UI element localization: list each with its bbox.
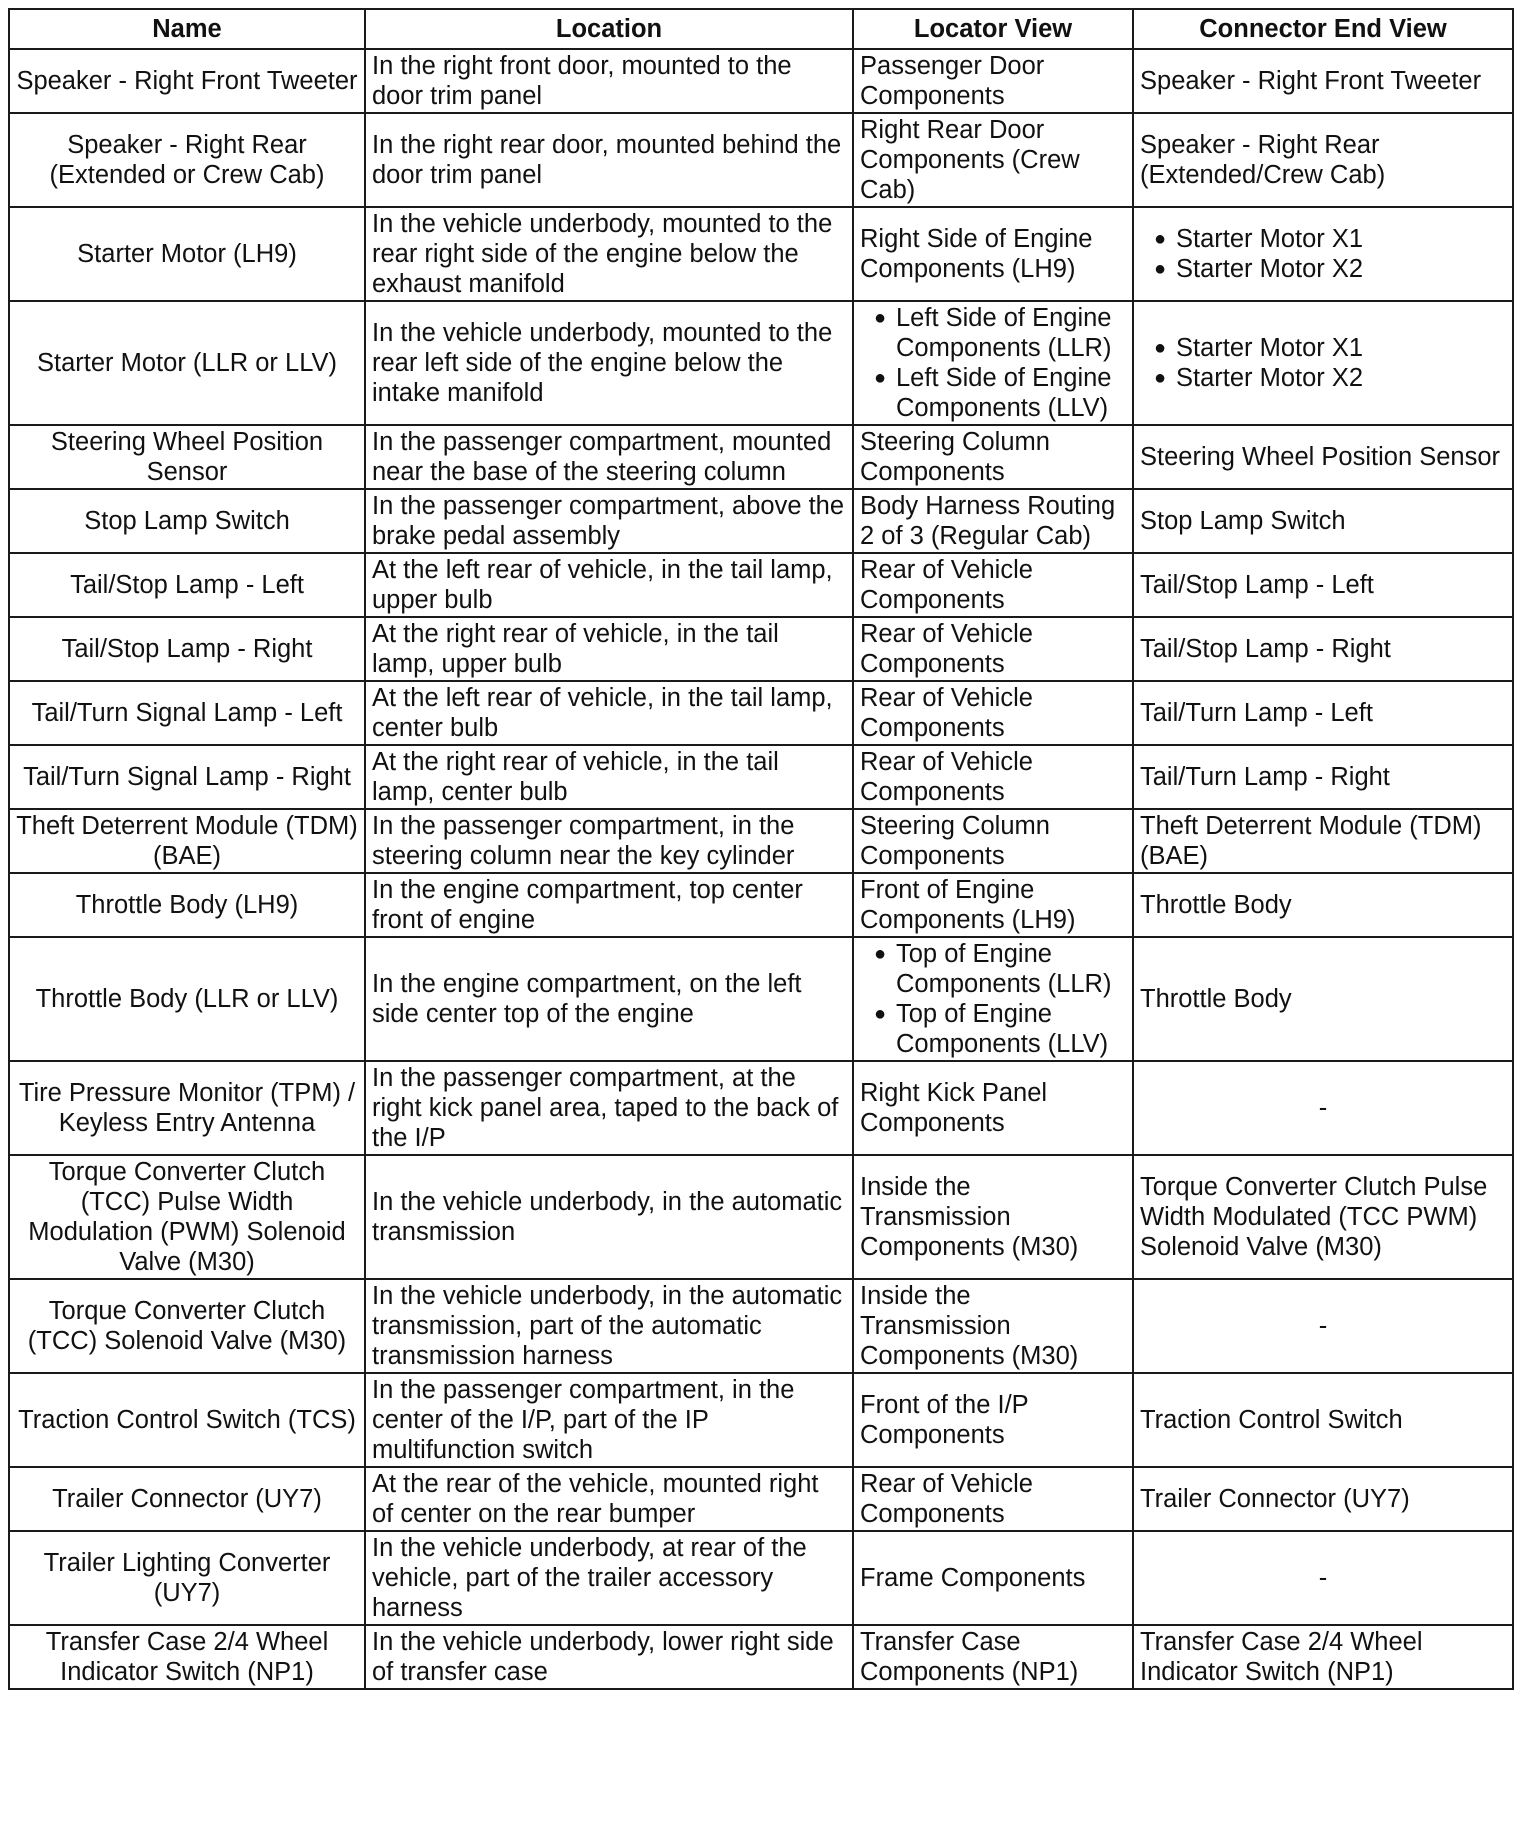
- cell-connector-end-view: Tail/Stop Lamp - Right: [1133, 617, 1513, 681]
- cell-connector-end-view: Theft Deterrent Module (TDM) (BAE): [1133, 809, 1513, 873]
- cell-locator-view: Rear of Vehicle Components: [853, 1467, 1133, 1531]
- cell-locator-view: Steering Column Components: [853, 425, 1133, 489]
- cell-name: Transfer Case 2/4 Wheel Indicator Switch (NP1): [9, 1625, 365, 1689]
- cell-connector-end-view: Torque Converter Clutch Pulse Width Modulated (TCC PWM) Solenoid Valve (M30): [1133, 1155, 1513, 1279]
- cell-name: Tail/Stop Lamp - Left: [9, 553, 365, 617]
- cell-location: In the vehicle underbody, at rear of the vehicle, part of the trailer accessory harness: [365, 1531, 853, 1625]
- bullet-item: ● Top of Engine Components (LLV): [860, 999, 1126, 1059]
- cell-connector-end-view: -: [1133, 1061, 1513, 1155]
- header-connector-end-view: Connector End View: [1133, 9, 1513, 49]
- cell-name: Steering Wheel Position Sensor: [9, 425, 365, 489]
- component-location-table: [8, 8, 1514, 1690]
- cell-location: In the vehicle underbody, mounted to the rear right side of the engine below the exhaust manifold: [365, 207, 853, 301]
- cell-locator-view: Rear of Vehicle Components: [853, 681, 1133, 745]
- cell-connector-end-view: Speaker - Right Front Tweeter: [1133, 49, 1513, 113]
- bullet-list: [1140, 333, 1506, 393]
- table-row: [9, 1373, 1513, 1467]
- cell-location: In the passenger compartment, in the steering column near the key cylinder: [365, 809, 853, 873]
- cell-location: At the right rear of vehicle, in the tail lamp, upper bulb: [365, 617, 853, 681]
- cell-location: In the passenger compartment, in the center of the I/P, part of the IP multifunction switch: [365, 1373, 853, 1467]
- header-locator-view: Locator View: [853, 9, 1133, 49]
- cell-connector-end-view: Speaker - Right Rear (Extended/Crew Cab): [1133, 113, 1513, 207]
- table-row: [9, 745, 1513, 809]
- cell-location: In the engine compartment, top center front of engine: [365, 873, 853, 937]
- cell-name: Traction Control Switch (TCS): [9, 1373, 365, 1467]
- bullet-item: ● Starter Motor X1: [1140, 333, 1506, 363]
- table-row: [9, 1625, 1513, 1689]
- cell-name: Theft Deterrent Module (TDM) (BAE): [9, 809, 365, 873]
- cell-locator-view: Frame Components: [853, 1531, 1133, 1625]
- cell-name: Speaker - Right Front Tweeter: [9, 49, 365, 113]
- bullet-list: [1140, 224, 1506, 284]
- header-name: Name: [9, 9, 365, 49]
- table-row: [9, 809, 1513, 873]
- cell-connector-end-view: [1133, 301, 1513, 425]
- cell-location: In the engine compartment, on the left side center top of the engine: [365, 937, 853, 1061]
- cell-name: Trailer Connector (UY7): [9, 1467, 365, 1531]
- table-row: [9, 937, 1513, 1061]
- bullet-item: ● Starter Motor X2: [1140, 363, 1506, 393]
- cell-locator-view: Steering Column Components: [853, 809, 1133, 873]
- cell-locator-view: Body Harness Routing 2 of 3 (Regular Cab): [853, 489, 1133, 553]
- table-row: [9, 1531, 1513, 1625]
- cell-connector-end-view: Tail/Turn Lamp - Left: [1133, 681, 1513, 745]
- table-row: [9, 1279, 1513, 1373]
- cell-locator-view: Inside the Transmission Components (M30): [853, 1155, 1133, 1279]
- table-row: [9, 489, 1513, 553]
- cell-connector-end-view: Steering Wheel Position Sensor: [1133, 425, 1513, 489]
- cell-name: Throttle Body (LH9): [9, 873, 365, 937]
- cell-location: In the passenger compartment, mounted near the base of the steering column: [365, 425, 853, 489]
- cell-name: Starter Motor (LH9): [9, 207, 365, 301]
- cell-locator-view: [853, 301, 1133, 425]
- table-row: [9, 1467, 1513, 1531]
- cell-name: Speaker - Right Rear (Extended or Crew Cab): [9, 113, 365, 207]
- table-body: [9, 49, 1513, 1689]
- cell-connector-end-view: Stop Lamp Switch: [1133, 489, 1513, 553]
- cell-locator-view: Rear of Vehicle Components: [853, 553, 1133, 617]
- cell-locator-view: Passenger Door Components: [853, 49, 1133, 113]
- cell-location: In the vehicle underbody, in the automatic transmission, part of the automatic transmission harness: [365, 1279, 853, 1373]
- cell-location: At the left rear of vehicle, in the tail lamp, upper bulb: [365, 553, 853, 617]
- cell-location: In the passenger compartment, at the right kick panel area, taped to the back of the I/P: [365, 1061, 853, 1155]
- cell-name: Torque Converter Clutch (TCC) Pulse Width Modulation (PWM) Solenoid Valve (M30): [9, 1155, 365, 1279]
- bullet-item: ● Left Side of Engine Components (LLV): [860, 363, 1126, 423]
- cell-connector-end-view: -: [1133, 1531, 1513, 1625]
- table-row: [9, 553, 1513, 617]
- component-locator-sheet: [8, 8, 1512, 1690]
- bullet-item: ● Top of Engine Components (LLR): [860, 939, 1126, 999]
- cell-location: At the left rear of vehicle, in the tail lamp, center bulb: [365, 681, 853, 745]
- bullet-list: [860, 303, 1126, 423]
- table-row: [9, 873, 1513, 937]
- cell-locator-view: Front of Engine Components (LH9): [853, 873, 1133, 937]
- table-row: [9, 49, 1513, 113]
- bullet-list: [860, 939, 1126, 1059]
- table-row: [9, 207, 1513, 301]
- cell-name: Tail/Stop Lamp - Right: [9, 617, 365, 681]
- cell-name: Starter Motor (LLR or LLV): [9, 301, 365, 425]
- cell-name: Tail/Turn Signal Lamp - Right: [9, 745, 365, 809]
- cell-name: Torque Converter Clutch (TCC) Solenoid Valve (M30): [9, 1279, 365, 1373]
- cell-locator-view: Front of the I/P Components: [853, 1373, 1133, 1467]
- cell-connector-end-view: Throttle Body: [1133, 937, 1513, 1061]
- cell-location: At the rear of the vehicle, mounted right of center on the rear bumper: [365, 1467, 853, 1531]
- table-row: [9, 113, 1513, 207]
- bullet-item: ● Left Side of Engine Components (LLR): [860, 303, 1126, 363]
- table-row: [9, 425, 1513, 489]
- cell-name: Trailer Lighting Converter (UY7): [9, 1531, 365, 1625]
- header-location: Location: [365, 9, 853, 49]
- cell-locator-view: Transfer Case Components (NP1): [853, 1625, 1133, 1689]
- cell-locator-view: [853, 937, 1133, 1061]
- cell-name: Tire Pressure Monitor (TPM) / Keyless Entry Antenna: [9, 1061, 365, 1155]
- cell-location: In the vehicle underbody, lower right side of transfer case: [365, 1625, 853, 1689]
- cell-name: Throttle Body (LLR or LLV): [9, 937, 365, 1061]
- table-header-row: [9, 9, 1513, 49]
- cell-connector-end-view: -: [1133, 1279, 1513, 1373]
- cell-name: Stop Lamp Switch: [9, 489, 365, 553]
- table-row: [9, 617, 1513, 681]
- cell-locator-view: Inside the Transmission Components (M30): [853, 1279, 1133, 1373]
- cell-location: In the passenger compartment, above the brake pedal assembly: [365, 489, 853, 553]
- cell-name: Tail/Turn Signal Lamp - Left: [9, 681, 365, 745]
- cell-locator-view: Right Kick Panel Components: [853, 1061, 1133, 1155]
- cell-connector-end-view: Throttle Body: [1133, 873, 1513, 937]
- cell-location: In the vehicle underbody, mounted to the rear left side of the engine below the intake manifold: [365, 301, 853, 425]
- bullet-item: ● Starter Motor X2: [1140, 254, 1506, 284]
- cell-location: In the right rear door, mounted behind the door trim panel: [365, 113, 853, 207]
- cell-connector-end-view: Transfer Case 2/4 Wheel Indicator Switch (NP1): [1133, 1625, 1513, 1689]
- table-row: [9, 1155, 1513, 1279]
- table-row: [9, 301, 1513, 425]
- cell-connector-end-view: Tail/Turn Lamp - Right: [1133, 745, 1513, 809]
- cell-locator-view: Rear of Vehicle Components: [853, 745, 1133, 809]
- cell-location: At the right rear of vehicle, in the tail lamp, center bulb: [365, 745, 853, 809]
- cell-connector-end-view: Traction Control Switch: [1133, 1373, 1513, 1467]
- cell-location: In the vehicle underbody, in the automatic transmission: [365, 1155, 853, 1279]
- cell-locator-view: Right Side of Engine Components (LH9): [853, 207, 1133, 301]
- cell-locator-view: Right Rear Door Components (Crew Cab): [853, 113, 1133, 207]
- table-row: [9, 1061, 1513, 1155]
- bullet-item: ● Starter Motor X1: [1140, 224, 1506, 254]
- cell-connector-end-view: Tail/Stop Lamp - Left: [1133, 553, 1513, 617]
- cell-location: In the right front door, mounted to the door trim panel: [365, 49, 853, 113]
- table-row: [9, 681, 1513, 745]
- cell-locator-view: Rear of Vehicle Components: [853, 617, 1133, 681]
- cell-connector-end-view: [1133, 207, 1513, 301]
- cell-connector-end-view: Trailer Connector (UY7): [1133, 1467, 1513, 1531]
